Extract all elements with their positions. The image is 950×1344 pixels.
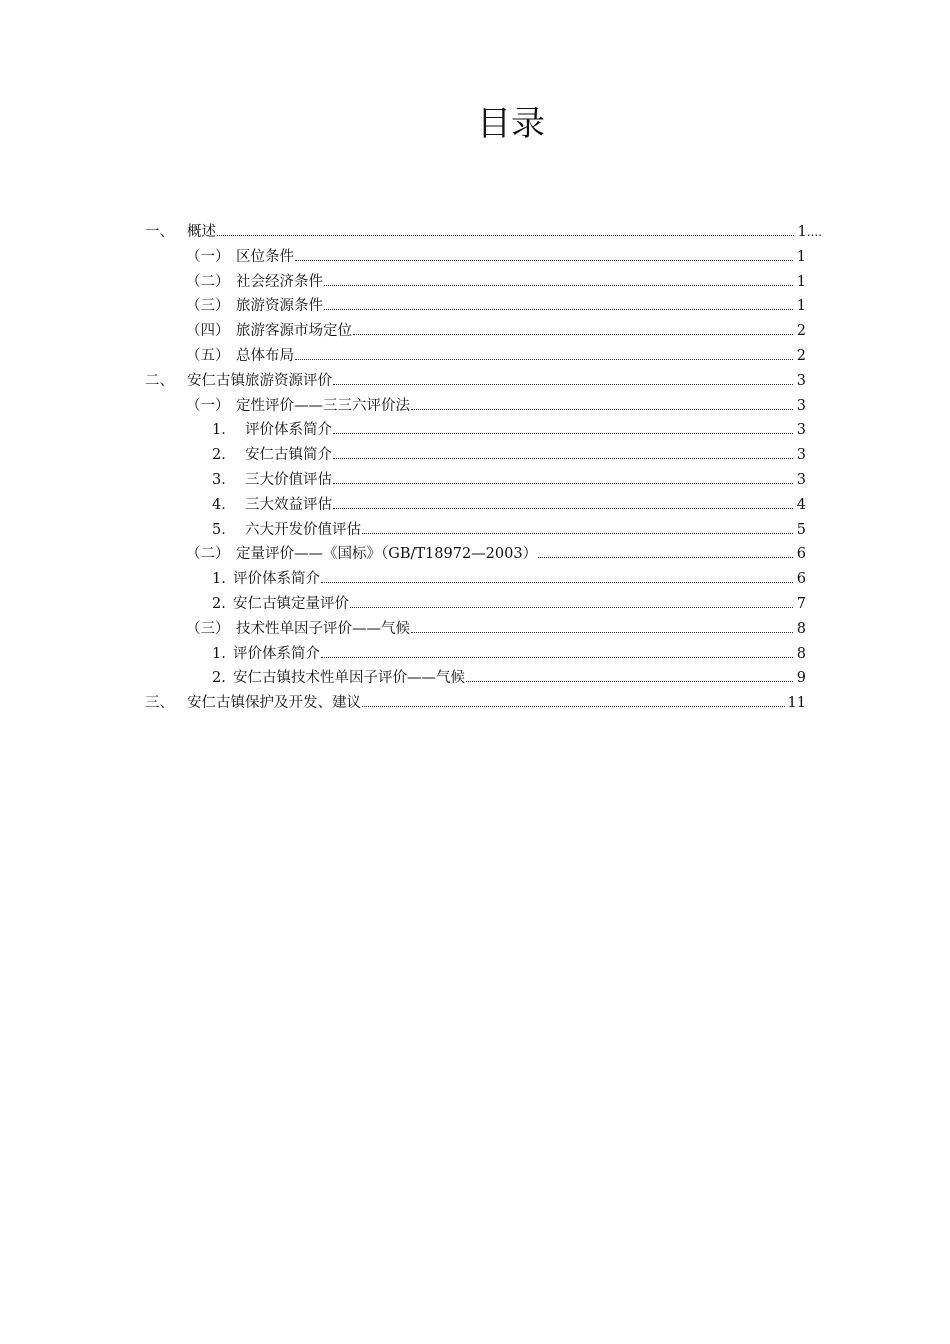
toc-leader-dots — [324, 265, 793, 286]
toc-entry-page: 8 — [796, 620, 806, 637]
toc-entry-page: 6 — [796, 546, 806, 563]
toc-leader-dots — [538, 537, 793, 558]
toc-entry[interactable] — [212, 438, 806, 462]
toc-entry[interactable] — [212, 463, 806, 487]
page-title: 目录 — [477, 104, 545, 144]
toc-entry-page: 3 — [796, 472, 806, 488]
toc-entry-number: 2. — [212, 670, 226, 687]
toc-entry-title: 技术性单因子评价——气候 — [236, 620, 410, 637]
toc-entry-page: 2 — [796, 348, 806, 364]
toc-leader-dots — [333, 488, 793, 509]
toc-entry-page: 11 — [787, 695, 806, 712]
toc-entry-number: 二、 — [145, 372, 174, 389]
toc-entry-number: 1. — [212, 645, 226, 662]
toc-leader-dots — [353, 314, 793, 335]
toc-entry-title: 安仁古镇定量评价 — [233, 596, 349, 612]
toc-entry[interactable] — [212, 513, 806, 537]
toc-entry-title: 安仁古镇技术性单因子评价——气候 — [233, 670, 465, 687]
toc-entry-title: 六大开发价值评估 — [245, 521, 361, 538]
toc-entry-title: 定性评价——三三六评价法 — [236, 397, 410, 414]
toc-entry[interactable] — [145, 364, 806, 388]
toc-entry-page: 1 — [797, 224, 807, 240]
toc-leader-dots — [217, 215, 794, 236]
toc-entry[interactable] — [186, 289, 806, 313]
toc-leader-dots — [350, 587, 793, 608]
toc-entry-number: 2. — [212, 596, 226, 612]
toc-entry-number: （五） — [186, 348, 230, 364]
toc-leader-dots — [466, 661, 793, 682]
toc-leader-dots — [321, 562, 793, 583]
toc-entry-number: 4． — [212, 496, 236, 513]
toc-leader-dots — [333, 364, 793, 385]
toc-entry-number: （三） — [186, 298, 230, 315]
toc-entry[interactable] — [212, 661, 806, 685]
toc-entry-page: 3 — [796, 422, 806, 439]
toc-entry[interactable] — [186, 389, 806, 413]
toc-leader-dots — [362, 513, 793, 534]
toc-entry-number: （三） — [186, 620, 230, 637]
toc-leader-dots — [362, 686, 785, 707]
toc-entry-title: 总体布局 — [236, 348, 294, 364]
toc-entry-page: 9 — [796, 670, 806, 687]
toc-entry-number: 1． — [212, 422, 236, 439]
toc-entry-page: 6 — [796, 571, 806, 588]
toc-entry-title: 安仁古镇保护及开发、建议 — [187, 695, 361, 712]
toc-entry[interactable] — [212, 587, 806, 611]
toc-entry[interactable] — [186, 240, 806, 264]
toc-entry-page: 5 — [796, 521, 806, 538]
toc-entry[interactable] — [212, 637, 806, 661]
toc-entry-title: 定量评价——《国标》（GB/T18972—2003） — [236, 546, 538, 563]
toc-entry[interactable] — [212, 562, 806, 586]
toc-entry[interactable] — [186, 339, 806, 363]
toc-entry-page: 8 — [796, 645, 806, 662]
toc-entry-title: 旅游客源市场定位 — [236, 323, 352, 340]
toc-entry-number: （二） — [186, 273, 230, 290]
toc-entry-title: 安仁古镇旅游资源评价 — [187, 372, 332, 389]
toc-entry-title: 三大效益评估 — [245, 496, 332, 513]
toc-entry-title: 三大价值评估 — [245, 472, 332, 488]
toc-entry-number: （一） — [186, 397, 230, 414]
toc-leader-dots — [321, 637, 793, 658]
toc-entry[interactable] — [186, 314, 806, 338]
toc-entry[interactable] — [186, 612, 806, 636]
toc-leader-dots — [411, 612, 793, 633]
toc-entry-title: 评价体系简介 — [233, 645, 320, 662]
toc-leader-dots — [411, 389, 793, 410]
toc-entry-title: 区位条件 — [236, 248, 294, 265]
toc-entry[interactable] — [212, 413, 806, 437]
toc-entry-page: 1 — [796, 273, 806, 290]
toc-leader-dots — [295, 240, 793, 261]
toc-entry-page: 1 — [796, 298, 806, 315]
toc-entry-page: 3 — [796, 372, 806, 389]
toc-entry-suffix: .... — [806, 225, 822, 239]
toc-leader-dots — [333, 463, 793, 484]
toc-entry-page: 4 — [796, 496, 806, 513]
toc-entry-title: 概述 — [187, 224, 216, 240]
toc-entry-page: 3 — [796, 397, 806, 414]
toc-entry-number: 三、 — [145, 695, 174, 712]
toc-entry-number: 2． — [212, 447, 236, 464]
toc-entry[interactable] — [186, 265, 806, 289]
toc-entry-title: 评价体系简介 — [245, 422, 332, 439]
toc-entry-title: 社会经济条件 — [236, 273, 323, 290]
toc-entry-number: （一） — [186, 248, 230, 265]
toc-entry-number: （二） — [186, 546, 230, 563]
toc-entry-title: 安仁古镇简介 — [245, 447, 332, 464]
toc-entry[interactable] — [212, 488, 806, 512]
toc-entry[interactable] — [145, 215, 822, 239]
toc-entry-page: 2 — [796, 323, 806, 340]
toc-leader-dots — [324, 289, 793, 310]
toc-entry[interactable] — [145, 686, 806, 710]
toc-leader-dots — [333, 413, 793, 434]
toc-entry[interactable] — [186, 537, 806, 561]
toc-entry-page: 1 — [796, 248, 806, 265]
toc-entry-number: 5． — [212, 521, 236, 538]
toc-entry-number: 一、 — [145, 224, 174, 240]
toc-leader-dots — [295, 339, 793, 360]
toc-entry-title: 旅游资源条件 — [236, 298, 323, 315]
toc-entry-number: （四） — [186, 323, 230, 340]
toc-entry-page: 7 — [796, 596, 806, 612]
toc-entry-page: 3 — [796, 447, 806, 464]
toc-entry-title: 评价体系简介 — [233, 571, 320, 588]
toc-entry-number: 1. — [212, 571, 226, 588]
toc-leader-dots — [333, 438, 793, 459]
toc-entry-number: 3． — [212, 472, 236, 488]
